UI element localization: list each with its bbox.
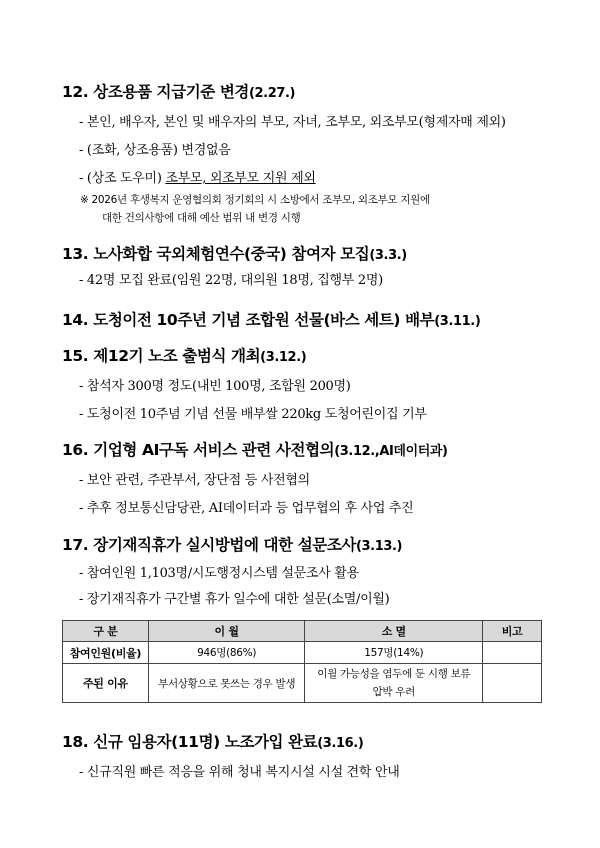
- cell-carryover: 부서상황으로 못쓰는 경우 발생: [148, 664, 305, 703]
- section-heading: 16. 기업형 AI구독 서비스 관련 사전협의(3.12.,AI데이터과): [62, 441, 448, 459]
- list-item: - (상조 도우미) 조부모, 외조부모 지원 제외: [79, 171, 316, 186]
- header-expire: 소 멸: [305, 621, 483, 642]
- list-item: - 본인, 배우자, 본인 및 배우자의 부모, 자녀, 조부모, 외조부모(형제자매 제외): [79, 115, 506, 130]
- section-heading: 13. 노사화합 국외체험연수(중국) 참여자 모집(3.3.): [62, 245, 407, 263]
- list-item: - (조화, 상조용품) 변경없음: [79, 143, 231, 158]
- section-17: [62, 535, 552, 609]
- header-category: 구 분: [63, 621, 149, 642]
- underlined-text: 조부모, 외조부모 지원 제외: [165, 171, 316, 186]
- table-header-row: [63, 621, 542, 642]
- section-heading: 12. 상조용품 지급기준 변경(2.27.): [62, 83, 296, 101]
- list-item: - 42명 모집 완료(임원 22명, 대의원 18명, 집행부 2명): [79, 273, 383, 288]
- list-item: - 장기재직휴가 구간별 휴가 일수에 대한 설문(소멸/이월): [79, 592, 390, 607]
- section-heading: 17. 장기재직휴가 실시방법에 대한 설문조사(3.13.): [62, 536, 403, 554]
- row-label: 참여인원(비율): [63, 642, 149, 664]
- cell-expire: 이월 가능성을 염두에 둔 시행 보류 압박 우려: [305, 664, 483, 703]
- section-14: [62, 310, 552, 332]
- section-15: [62, 346, 552, 424]
- section-heading: 18. 신규 임용자(11명) 노조가입 완료(3.16.): [62, 733, 364, 751]
- cell-note: [483, 642, 542, 664]
- list-item: - 도청이전 10주념 기념 선물 배부쌀 220kg 도청어린이집 기부: [79, 407, 427, 422]
- list-item: - 보안 관련, 주관부서, 장단점 등 사전협의: [79, 473, 310, 488]
- footnote: ※ 2026년 후생복지 운영협의회 정기회의 시 소방에서 조부모, 외조부모 지원에 대한 건의사항에 대해 예산 범위 내 변경 시행: [80, 194, 430, 224]
- table-row: [63, 642, 542, 664]
- table-row: [63, 664, 542, 703]
- survey-table: [62, 620, 542, 703]
- section-16: [62, 440, 552, 518]
- section-12: [62, 82, 552, 227]
- section-heading: 14. 도청이전 10주년 기념 조합원 선물(바스 세트) 배부(3.11.): [62, 311, 481, 329]
- list-item: - 참석자 300명 정도(내빈 100명, 조합원 200명): [79, 379, 351, 394]
- section-18: [62, 732, 552, 782]
- list-item: - 추후 정보통신담당관, AI데이터과 등 업무협의 후 사업 추진: [79, 501, 414, 516]
- cell-note: [483, 664, 542, 703]
- section-heading: 15. 제12기 노조 출범식 개최(3.12.): [62, 347, 307, 365]
- row-label: 주된 이유: [63, 664, 149, 703]
- cell-carryover: 946명(86%): [148, 642, 305, 664]
- list-item: - 참여인원 1,103명/시도행정시스템 설문조사 활용: [79, 566, 359, 581]
- section-13: [62, 244, 552, 290]
- header-carryover: 이 월: [148, 621, 305, 642]
- cell-expire: 157명(14%): [305, 642, 483, 664]
- header-note: 비고: [483, 621, 542, 642]
- list-item: - 신규직원 빠른 적응을 위해 청내 복지시설 시설 견학 안내: [79, 765, 400, 780]
